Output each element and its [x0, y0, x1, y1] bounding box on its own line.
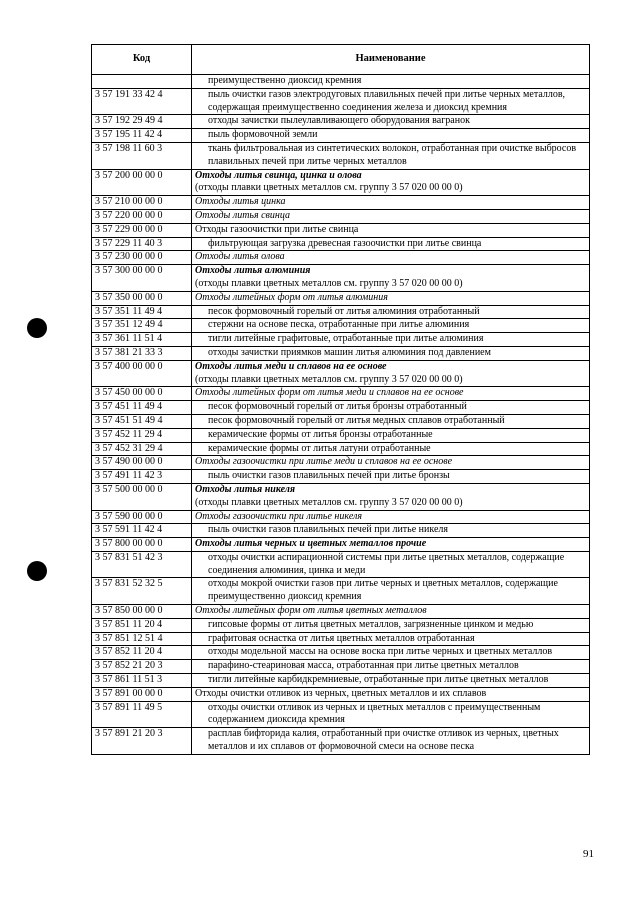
row-code: 3 57 491 11 42 3	[92, 470, 192, 484]
row-code: 3 57 800 00 00 0	[92, 538, 192, 552]
table-row	[92, 223, 590, 237]
row-name-cell	[192, 456, 590, 470]
row-name: пыль формовочной земли	[208, 129, 318, 141]
row-name: Отходы газоочистки при литье никеля	[195, 510, 363, 522]
row-name: пыль очистки газов плавильных печей при литье бронзы	[208, 470, 450, 482]
row-code: 3 57 452 31 29 4	[92, 442, 192, 456]
row-name-cell	[192, 387, 590, 401]
row-name-cell	[192, 674, 590, 688]
row-code: 3 57 891 11 49 5	[92, 701, 192, 728]
table-row	[92, 428, 590, 442]
table-row	[92, 291, 590, 305]
table-row	[92, 196, 590, 210]
row-name-cell	[192, 510, 590, 524]
table-row	[92, 346, 590, 360]
row-code: 3 57 891 21 20 3	[92, 728, 192, 755]
row-code: 3 57 361 11 51 4	[92, 333, 192, 347]
row-name: Отходы литья олова	[195, 251, 285, 263]
row-name: Отходы литья цинка	[195, 196, 286, 208]
row-name-cell	[192, 578, 590, 605]
row-name-cell	[192, 414, 590, 428]
row-code: 3 57 452 11 29 4	[92, 428, 192, 442]
code-column-header: Код	[92, 45, 192, 75]
row-name: пыль очистки газов электродуговых плавильных печей при литье черных металлов, содержащая преимущественно соединения железа и диоксид кремния	[208, 88, 566, 113]
row-code: 3 57 891 00 00 0	[92, 687, 192, 701]
row-name-cell	[192, 701, 590, 728]
table-row	[92, 237, 590, 251]
row-name: Отходы литья алюминия	[195, 265, 311, 277]
row-name: парафино-стеариновая масса, отработанная при литье цветных металлов	[208, 660, 519, 672]
table-row	[92, 605, 590, 619]
table-row	[92, 728, 590, 755]
table-row	[92, 387, 590, 401]
row-name-cell	[192, 442, 590, 456]
row-name-cell	[192, 251, 590, 265]
row-name: керамические формы от литья бронзы отработанные	[208, 428, 433, 440]
row-name-cell	[192, 291, 590, 305]
row-name: отходы мокрой очистки газов при литье черных и цветных металлов, содержащие преимущественно диоксид кремния	[208, 578, 558, 603]
row-name: песок формовочный горелый от литья медных сплавов отработанный	[208, 414, 505, 426]
row-code: 3 57 850 00 00 0	[92, 605, 192, 619]
row-name: графитовая оснастка от литья цветных металлов отработанная	[208, 632, 475, 644]
row-code: 3 57 591 11 42 4	[92, 524, 192, 538]
row-name-cell	[192, 632, 590, 646]
row-code: 3 57 851 11 20 4	[92, 618, 192, 632]
row-name-cell	[192, 687, 590, 701]
table-row	[92, 646, 590, 660]
row-name: пыль очистки газов плавильных печей при литье никеля	[208, 524, 449, 536]
row-name-cell	[192, 660, 590, 674]
table-row	[92, 618, 590, 632]
row-name: Отходы литья черных и цветных металлов прочие	[195, 538, 427, 550]
row-code: 3 57 450 00 00 0	[92, 387, 192, 401]
row-name: Отходы газоочистки при литье свинца	[195, 223, 359, 235]
row-code: 3 57 229 11 40 3	[92, 237, 192, 251]
page-number: 91	[583, 848, 594, 860]
table-row	[92, 660, 590, 674]
row-name-cell	[192, 360, 590, 387]
row-code: 3 57 861 11 51 3	[92, 674, 192, 688]
row-name: керамические формы от литья латуни отработанные	[208, 442, 431, 454]
row-name: отходы очистки аспирационной системы при литье цветных металлов, содержащие соединения алюминия, цинка и меди	[208, 551, 565, 576]
row-name-cell	[192, 428, 590, 442]
row-name: фильтрующая загрузка древесная газоочистки при литье свинца	[208, 237, 482, 249]
row-name: гипсовые формы от литья цветных металлов, загрязненные цинком и медью	[208, 618, 534, 630]
row-name-cell	[192, 196, 590, 210]
row-name-cell	[192, 169, 590, 196]
table-row	[92, 401, 590, 415]
row-code: 3 57 451 51 49 4	[92, 414, 192, 428]
table-row	[92, 632, 590, 646]
row-code: 3 57 191 33 42 4	[92, 88, 192, 115]
table-row	[92, 88, 590, 115]
row-name: тигли литейные карбидкремниевые, отработанные при литье цветных металлов	[208, 674, 549, 686]
row-code: 3 57 852 21 20 3	[92, 660, 192, 674]
row-name-cell	[192, 209, 590, 223]
row-name-cell	[192, 223, 590, 237]
row-name: отходы модельной массы на основе воска при литье черных и цветных металлов	[208, 646, 553, 658]
table-row	[92, 687, 590, 701]
table-row	[92, 333, 590, 347]
row-name: тигли литейные графитовые, отработанные при литье алюминия	[208, 333, 484, 345]
table-row	[92, 129, 590, 143]
row-name-cell	[192, 401, 590, 415]
row-name-cell	[192, 551, 590, 578]
row-code: 3 57 300 00 00 0	[92, 265, 192, 292]
table-row	[92, 551, 590, 578]
row-name: Отходы литья свинца	[195, 209, 290, 221]
row-name: Отходы литья свинца, цинка и олова	[195, 169, 362, 181]
row-name: Отходы литейных форм от литья алюминия	[195, 291, 388, 303]
row-code: 3 57 192 29 49 4	[92, 115, 192, 129]
row-code: 3 57 400 00 00 0	[92, 360, 192, 387]
table-row	[92, 169, 590, 196]
row-name-cell	[192, 305, 590, 319]
table-row	[92, 524, 590, 538]
row-note: (отходы плавки цветных металлов см. группу 3 57 020 00 00 0)	[195, 496, 463, 508]
row-code: 3 57 490 00 00 0	[92, 456, 192, 470]
row-name-cell	[192, 265, 590, 292]
row-name-cell	[192, 524, 590, 538]
row-code: 3 57 852 11 20 4	[92, 646, 192, 660]
table-row	[92, 470, 590, 484]
table-row	[92, 305, 590, 319]
row-code: 3 57 220 00 00 0	[92, 209, 192, 223]
row-code: 3 57 500 00 00 0	[92, 483, 192, 510]
row-name: преимущественно диоксид кремния	[208, 75, 362, 86]
row-name-cell	[192, 319, 590, 333]
row-name-cell	[192, 728, 590, 755]
row-code: 3 57 210 00 00 0	[92, 196, 192, 210]
table-row	[92, 115, 590, 129]
table-row	[92, 578, 590, 605]
table-row	[92, 209, 590, 223]
row-name-cell	[192, 115, 590, 129]
row-name-cell	[192, 483, 590, 510]
waste-classifier-table	[91, 44, 590, 755]
table-header-row	[92, 45, 590, 75]
name-column-header: Наименование	[192, 45, 590, 75]
row-name: Отходы литья меди и сплавов на ее основе	[195, 360, 387, 372]
table-row	[92, 142, 590, 169]
table-row	[92, 442, 590, 456]
binder-hole-top	[27, 318, 47, 338]
table-row	[92, 414, 590, 428]
row-name: расплав бифторида калия, отработанный при очистке отливок из черных, цветных металлов и их сплавов от формовочной смеси на основе песка	[208, 728, 559, 753]
row-code: 3 57 351 12 49 4	[92, 319, 192, 333]
row-name-cell	[192, 75, 590, 89]
table-row	[92, 251, 590, 265]
row-name-cell	[192, 129, 590, 143]
row-name-cell	[192, 346, 590, 360]
row-name: стержни на основе песка, отработанные при литье алюминия	[208, 319, 470, 331]
row-name: отходы зачистки пылеулавливающего оборудования вагранок	[208, 115, 470, 127]
row-code: 3 57 200 00 00 0	[92, 169, 192, 196]
table-row	[92, 674, 590, 688]
table-row	[92, 265, 590, 292]
row-name-cell	[192, 618, 590, 632]
table-body	[92, 75, 590, 755]
binder-hole-bottom	[27, 561, 47, 581]
row-code	[92, 75, 192, 89]
row-name-cell	[192, 333, 590, 347]
row-name-cell	[192, 646, 590, 660]
row-code: 3 57 351 11 49 4	[92, 305, 192, 319]
row-code: 3 57 195 11 42 4	[92, 129, 192, 143]
row-name: отходы очистки отливок из черных и цветных металлов с преимущественным содержанием диоксида кремния	[208, 701, 541, 726]
row-code: 3 57 229 00 00 0	[92, 223, 192, 237]
table-row	[92, 319, 590, 333]
table-row	[92, 538, 590, 552]
table-row	[92, 701, 590, 728]
table-row	[92, 456, 590, 470]
row-name: песок формовочный горелый от литья бронзы отработанный	[208, 401, 467, 413]
row-code: 3 57 350 00 00 0	[92, 291, 192, 305]
row-name: Отходы литейных форм от литья цветных металлов	[195, 605, 427, 617]
row-code: 3 57 590 00 00 0	[92, 510, 192, 524]
row-code: 3 57 451 11 49 4	[92, 401, 192, 415]
row-name: песок формовочный горелый от литья алюминия отработанный	[208, 305, 480, 317]
row-name-cell	[192, 237, 590, 251]
row-name-cell	[192, 605, 590, 619]
row-code: 3 57 230 00 00 0	[92, 251, 192, 265]
row-name: Отходы литья никеля	[195, 483, 296, 495]
row-name-cell	[192, 88, 590, 115]
row-note: (отходы плавки цветных металлов см. группу 3 57 020 00 00 0)	[195, 373, 463, 385]
table-row	[92, 75, 590, 89]
row-code: 3 57 381 21 33 3	[92, 346, 192, 360]
row-note: (отходы плавки цветных металлов см. группу 3 57 020 00 00 0)	[195, 277, 463, 289]
row-code: 3 57 198 11 60 3	[92, 142, 192, 169]
row-name: Отходы литейных форм от литья меди и сплавов на ее основе	[195, 387, 464, 399]
row-note: (отходы плавки цветных металлов см. группу 3 57 020 00 00 0)	[195, 182, 463, 194]
row-name-cell	[192, 470, 590, 484]
row-code: 3 57 831 52 32 5	[92, 578, 192, 605]
row-name-cell	[192, 538, 590, 552]
table-row	[92, 483, 590, 510]
row-code: 3 57 851 12 51 4	[92, 632, 192, 646]
row-name: отходы зачистки приямков машин литья алюминия под давлением	[208, 346, 491, 358]
row-name: ткань фильтровальная из синтетических волокон, отработанная при очистке выбросов плавильных печей при литье черных металлов	[208, 142, 577, 167]
table-row	[92, 510, 590, 524]
row-name-cell	[192, 142, 590, 169]
row-code: 3 57 831 51 42 3	[92, 551, 192, 578]
table-row	[92, 360, 590, 387]
row-name: Отходы очистки отливок из черных, цветных металлов и их сплавов	[195, 687, 487, 699]
row-name: Отходы газоочистки при литье меди и сплавов на ее основе	[195, 456, 453, 468]
